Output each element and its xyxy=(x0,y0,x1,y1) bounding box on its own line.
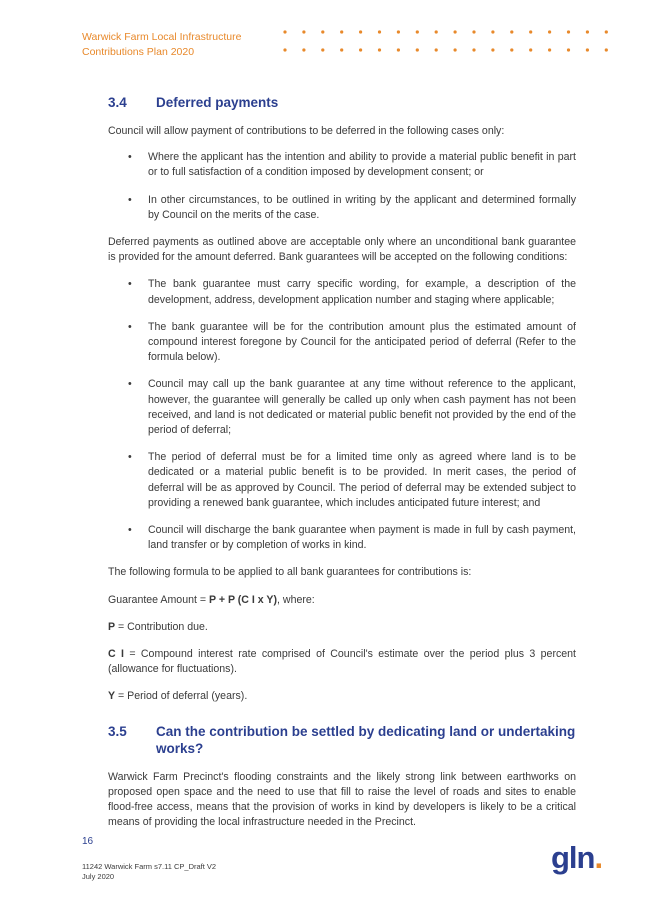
header-dot xyxy=(586,48,589,51)
list-item: • The bank guarantee must carry specific wording, for example, a description of the development, address, development application number and staging where applicable; xyxy=(128,278,576,306)
header-dot xyxy=(529,48,532,51)
list-item: • The period of deferral must be for a limited time only as agreed where land is to be dedicated or a material public benefit is to be provided. In merit cases, the period of deferral will be as approved by Council. The period of deferral may be extended subject to providing a renewed bank guarantee, which includes anticipated future interest; and xyxy=(128,451,576,509)
header-dot xyxy=(321,30,324,33)
definition-p: P = Contribution due. xyxy=(108,620,208,633)
header-dot xyxy=(567,48,570,51)
definition-y: Y = Period of deferral (years). xyxy=(108,690,248,703)
header-dot xyxy=(567,30,570,33)
header-title-line2: Contributions Plan 2020 xyxy=(82,46,195,58)
header-dot xyxy=(283,48,286,51)
section-heading-3-5 xyxy=(108,723,576,757)
paragraph-guarantee-intro: Deferred payments as outlined above are acceptable only where an unconditional bank guarantee is provided for the amount deferred. Bank guarantees will be accepted on the following conditions: xyxy=(108,236,576,264)
bullet-icon: • xyxy=(128,451,132,464)
header-dot xyxy=(548,48,551,51)
header-dot xyxy=(491,30,494,33)
header-dot xyxy=(378,30,381,33)
formula-expression: P + P (C I x Y) xyxy=(209,593,278,606)
section-heading-3-4 xyxy=(108,94,576,111)
header-dot xyxy=(435,48,438,51)
header-dot xyxy=(397,48,400,51)
header-dot xyxy=(302,30,305,33)
header-dot xyxy=(416,48,419,51)
header-dot xyxy=(491,48,494,51)
header-dot xyxy=(359,48,362,51)
header-dot xyxy=(435,30,438,33)
page-number: 16 xyxy=(82,836,94,847)
header-dot xyxy=(378,48,381,51)
bullet-icon: • xyxy=(128,278,132,291)
header-dot xyxy=(510,30,513,33)
paragraph-works-in-kind: Warwick Farm Precinct's flooding constraints and the likely strong link between earthworks on proposed open space and the need to use that fill to raise the level of roads and sites to enable flood-free access, means that the provision of works in kind by developers is likely to be a critical means of providing the local infrastructure needed in the Precinct. xyxy=(108,770,576,829)
header-dot-pattern xyxy=(282,28,612,56)
bullet-icon: • xyxy=(128,378,132,391)
header-dot xyxy=(529,30,532,33)
bullet-icon: • xyxy=(128,524,132,537)
list-item: • In other circumstances, to be outlined in writing by the applicant and determined formally by Council on the merits of the case. xyxy=(128,193,576,221)
deferral-cases-list xyxy=(108,150,576,223)
list-item: • Where the applicant has the intention and ability to provide a material public benefit in part or to full satisfaction of a condition imposed by development consent; or xyxy=(128,151,576,179)
section-number: 3.4 xyxy=(108,95,127,110)
footer-document-ref xyxy=(82,862,216,882)
header-title xyxy=(82,30,241,60)
header-dot xyxy=(397,30,400,33)
bullet-icon: • xyxy=(128,151,132,164)
header-dot xyxy=(586,30,589,33)
header-dot xyxy=(283,30,286,33)
header-dot xyxy=(472,30,475,33)
gln-logo: gln. xyxy=(551,840,603,875)
doc-reference: 11242 Warwick Farm s7.11 CP_Draft V2 xyxy=(82,862,217,871)
definition-ci: C I = Compound interest rate comprised of Council's estimate over the period plus 3 percent (allowance for fluctuations). xyxy=(108,648,576,676)
section-title: Can the contribution be settled by dedicating land or undertaking works? xyxy=(156,723,576,756)
paragraph-intro: Council will allow payment of contributions to be deferred in the following cases only: xyxy=(108,125,505,137)
list-item: • Council will discharge the bank guarantee when payment is made in full by cash payment, land transfer or by completion of works in kind. xyxy=(128,524,576,552)
header-dot xyxy=(472,48,475,51)
header-dot xyxy=(548,30,551,33)
header-dot xyxy=(321,48,324,51)
header-dot xyxy=(605,48,608,51)
header-dot xyxy=(605,30,608,33)
formula-line: Guarantee Amount = P + P (C I x Y), where: xyxy=(108,593,315,606)
header-title-line1: Warwick Farm Local Infrastructure xyxy=(82,31,242,43)
section-title: Deferred payments xyxy=(156,95,279,110)
header-dot xyxy=(340,30,343,33)
header-dot xyxy=(454,48,457,51)
header-dot xyxy=(510,48,513,51)
header-dot xyxy=(416,30,419,33)
list-item: • The bank guarantee will be for the contribution amount plus the estimated amount of compound interest foregone by Council for the anticipated period of deferral (Refer to the formula below). xyxy=(128,320,576,364)
paragraph-formula-intro: The following formula to be applied to all bank guarantees for contributions is: xyxy=(108,566,472,579)
header-dot xyxy=(302,48,305,51)
page-content xyxy=(108,94,576,831)
doc-date: July 2020 xyxy=(82,872,115,881)
header-dot xyxy=(359,30,362,33)
bullet-icon: • xyxy=(128,193,132,206)
bullet-icon: • xyxy=(128,320,132,333)
header-dot xyxy=(340,48,343,51)
guarantee-conditions-list xyxy=(108,277,576,553)
list-item: • Council may call up the bank guarantee at any time without reference to the applicant, however, the guarantee will generally be called up only when cash payment has not been received, and land is not dedicated or material public benefit not provided by the end of the period of deferral; xyxy=(128,378,576,437)
section-number: 3.5 xyxy=(108,723,127,739)
header-dot xyxy=(454,30,457,33)
